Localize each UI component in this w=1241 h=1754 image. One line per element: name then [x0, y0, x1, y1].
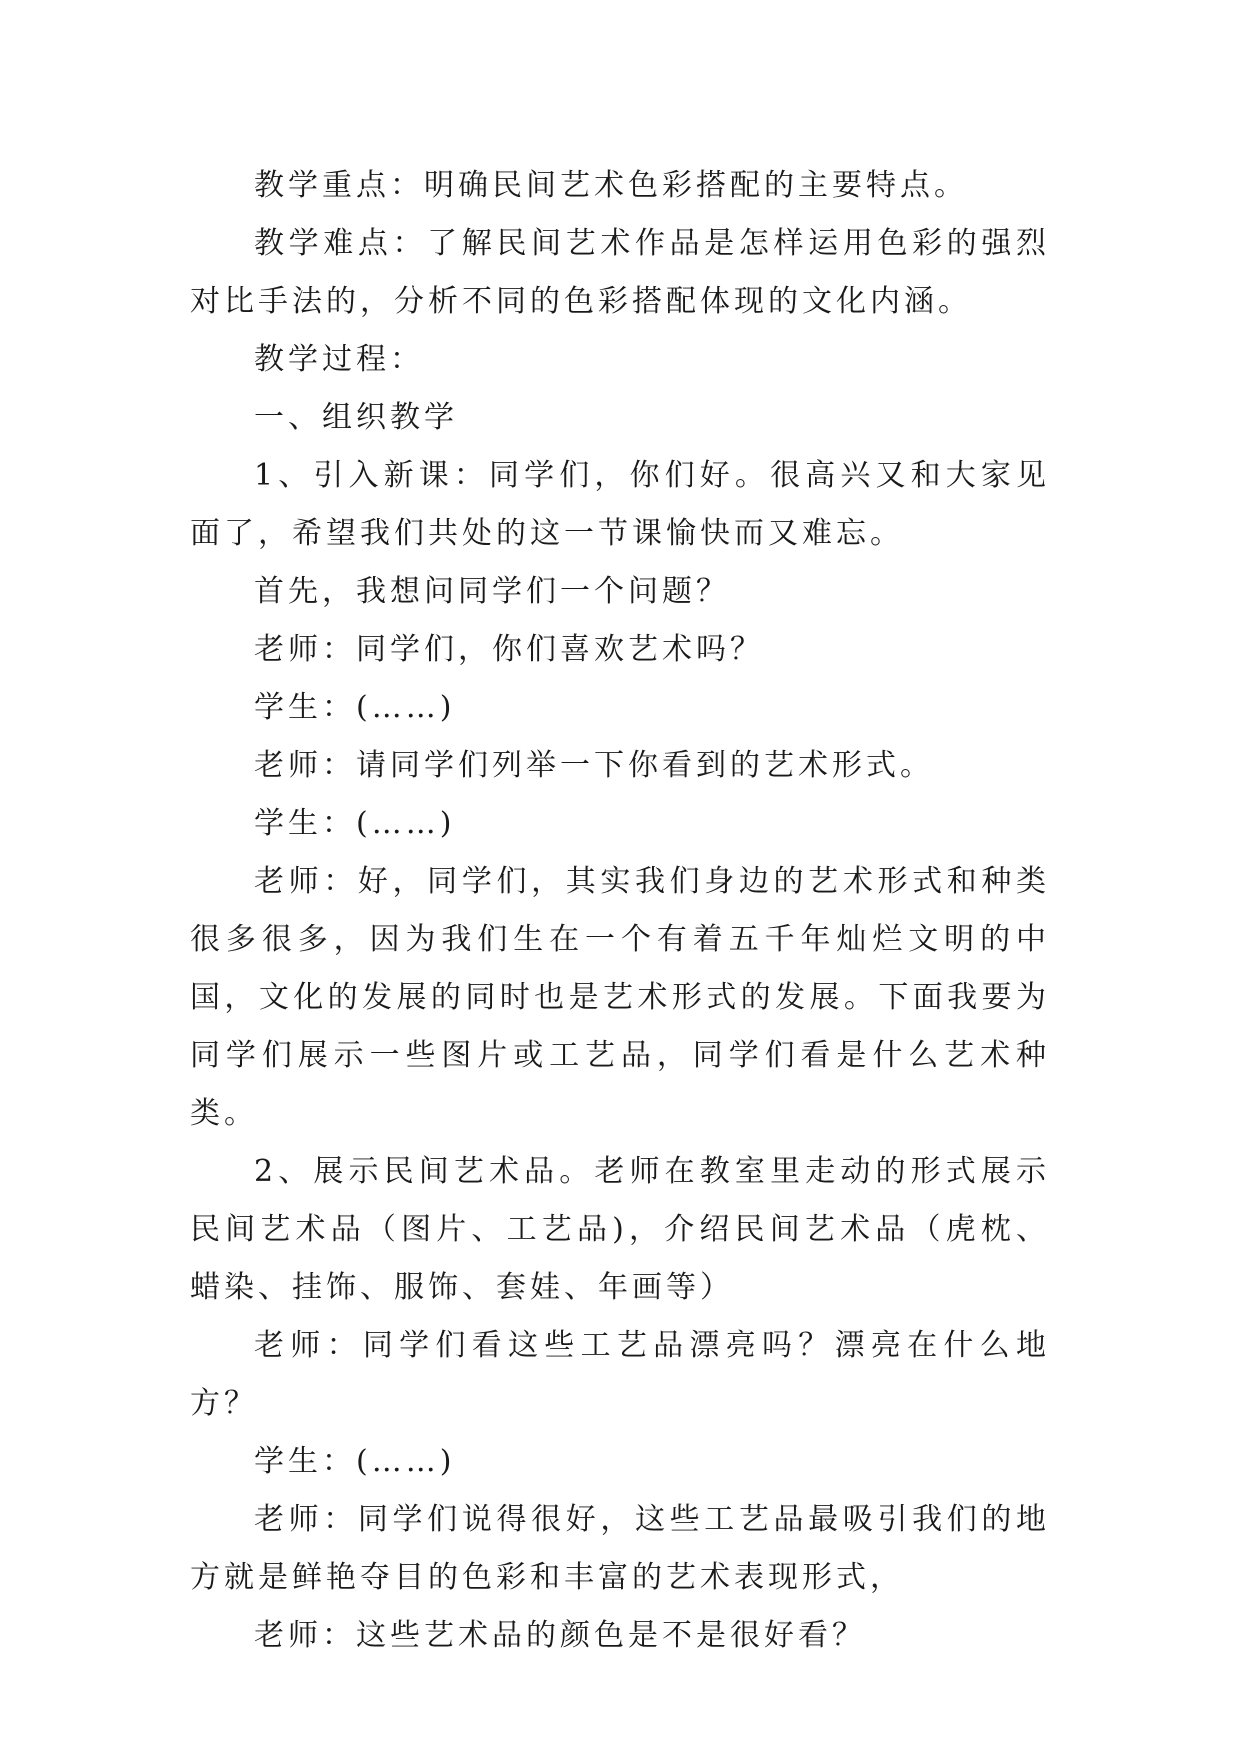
paragraph-teacher-3: 老师：好，同学们，其实我们身边的艺术形式和种类很多很多，因为我们生在一个有着五千年灿烂文明的中国，文化的发展的同时也是艺术形式的发展。下面我要为同学们展示一些图片或工艺品，同学们看是什么艺术种类。 — [190, 864, 1050, 1131]
paragraph-process-heading: 教学过程： — [254, 342, 424, 377]
paragraph-student-1: 学生：(……) — [254, 690, 456, 725]
paragraph-teacher-5: 老师：同学们说得很好，这些工艺品最吸引我们的地方就是鲜艳夺目的色彩和丰富的艺术表现形式， — [190, 1502, 1050, 1595]
paragraph-section-one: 一、组织教学 — [254, 400, 458, 435]
paragraph-question: 首先，我想问同学们一个问题？ — [254, 574, 730, 609]
paragraph-difficulties: 教学难点：了解民间艺术作品是怎样运用色彩的强烈对比手法的，分析不同的色彩搭配体现的文化内涵。 — [190, 226, 1050, 319]
paragraph-student-3: 学生：(……) — [254, 1444, 456, 1479]
paragraph-teacher-6: 老师：这些艺术品的颜色是不是很好看？ — [254, 1618, 866, 1653]
paragraph-key-points: 教学重点：明确民间艺术色彩搭配的主要特点。 — [254, 168, 968, 203]
paragraph-student-2: 学生：(……) — [254, 806, 456, 841]
paragraph-display: 2、展示民间艺术品。老师在教室里走动的形式展示民间艺术品（图片、工艺品)，介绍民间艺术品（虎枕、蜡染、挂饰、服饰、套娃、年画等） — [190, 1154, 1050, 1305]
paragraph-teacher-4: 老师：同学们看这些工艺品漂亮吗？漂亮在什么地方？ — [190, 1328, 1050, 1421]
paragraph-intro: 1、引入新课：同学们，你们好。很高兴又和大家见面了，希望我们共处的这一节课愉快而又难忘。 — [190, 458, 1050, 551]
paragraph-teacher-1: 老师：同学们，你们喜欢艺术吗？ — [254, 632, 764, 667]
paragraph-teacher-2: 老师：请同学们列举一下你看到的艺术形式。 — [254, 748, 934, 783]
document-body — [190, 157, 1050, 1665]
